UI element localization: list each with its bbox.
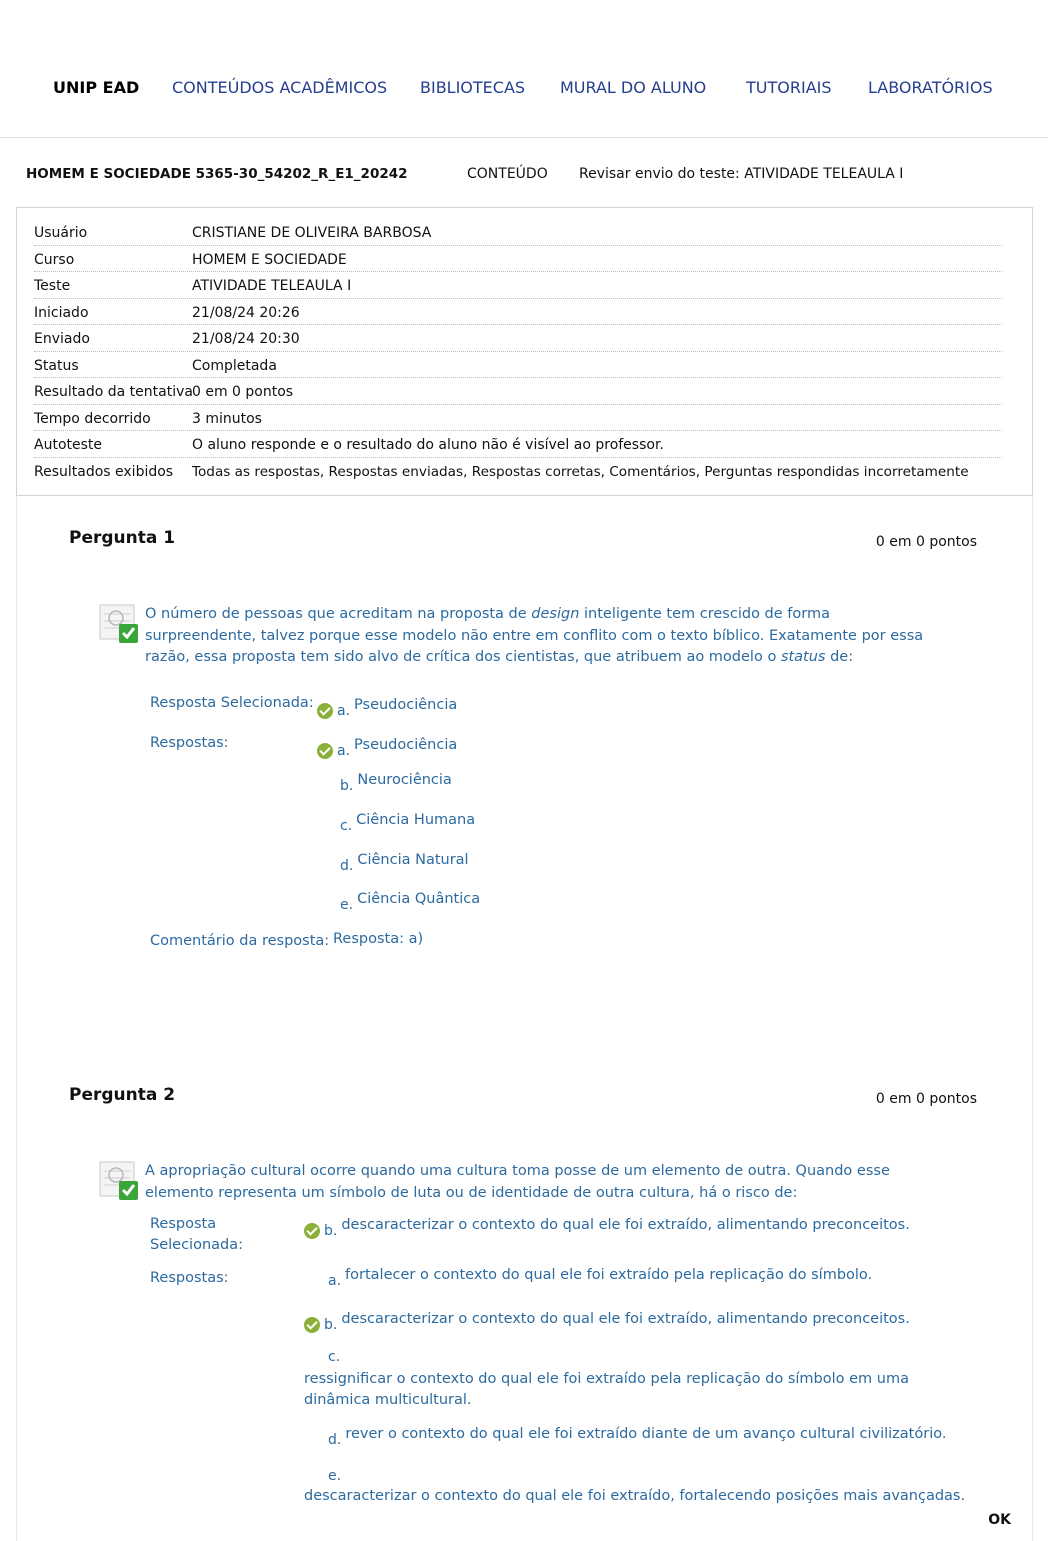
info-row (34, 405, 1002, 432)
answer-letter: a. (337, 743, 351, 759)
info-row (34, 246, 1002, 273)
question-text: A apropriação cultural ocorre quando uma cultura toma posse de um elemento de outra. Quando esse elemento representa um símbolo de luta ou de identidade de outra cultura, há o risco de: (145, 1163, 890, 1201)
answer-option (328, 1426, 947, 1448)
check-icon (317, 703, 333, 719)
question-points: 0 em 0 pontos (875, 1091, 977, 1107)
comment-label: Comentário da resposta: (150, 933, 330, 949)
info-row (34, 299, 1002, 326)
info-value: 3 minutos (192, 410, 262, 427)
answer-option (317, 733, 458, 759)
question-1 (16, 496, 1033, 1056)
question-text-part: O número de pessoas que acreditam na proposta de (145, 606, 532, 622)
selected-answer (304, 1213, 910, 1239)
info-value: 21/08/24 20:30 (192, 331, 300, 347)
answer-letter: c. (340, 818, 353, 834)
nav-bibliotecas[interactable]: BIBLIOTECAS (420, 78, 526, 97)
answer-text: Ciência Quântica (357, 891, 481, 907)
selected-answer-label: Resposta Selecionada: (150, 695, 314, 711)
answer-letter: a. (328, 1273, 342, 1289)
answer-text: descaracterizar o contexto do qual ele foi extraído, alimentando preconceitos. (341, 1217, 910, 1233)
check-icon (304, 1317, 320, 1333)
breadcrumb-section[interactable]: CONTEÚDO (467, 166, 548, 182)
question-title: Pergunta 2 (69, 1085, 176, 1105)
answer-letter: c. (328, 1349, 341, 1365)
answer-option (340, 852, 469, 874)
answer-text: Pseudociência (354, 737, 458, 753)
answer-letter: b. (340, 778, 354, 794)
nav-laboratorios[interactable]: LABORATÓRIOS (868, 78, 993, 97)
attempt-info-table (16, 207, 1033, 496)
nav-conteudos-academicos[interactable]: CONTEÚDOS ACADÊMICOS (172, 78, 388, 97)
answer-option (304, 1307, 910, 1333)
question-2 (16, 1056, 1033, 1541)
top-navigation (0, 0, 1048, 138)
comment-text: Resposta: a) (333, 931, 424, 947)
info-row (34, 378, 1002, 405)
info-key: Resultados exibidos (34, 463, 174, 480)
nav-tutoriais[interactable]: TUTORIAIS (746, 78, 832, 97)
check-icon (317, 743, 333, 759)
info-key: Iniciado (34, 304, 89, 321)
answer-text: Ciência Natural (357, 852, 469, 868)
answer-text: Ciência Humana (356, 812, 476, 828)
info-key: Enviado (34, 331, 90, 347)
answer-option: ressignificar o contexto do qual ele foi extraído pela replicação do símbolo em uma dinâmica multicultural. (304, 1371, 909, 1408)
nav-mural-do-aluno[interactable]: MURAL DO ALUNO (560, 78, 707, 97)
info-row (34, 272, 1002, 299)
answer-option: descaracterizar o contexto do qual ele foi extraído, fortalecendo posições mais avançadas. (304, 1488, 966, 1504)
info-row (34, 458, 1002, 485)
answers-label: Respostas: (150, 1270, 229, 1286)
answer-option (340, 772, 452, 794)
info-row (34, 352, 1002, 379)
check-icon (304, 1223, 320, 1239)
info-key: Curso (34, 251, 75, 268)
info-row (34, 325, 1002, 352)
answer-letter: a. (337, 703, 351, 719)
answer-option (340, 891, 481, 913)
answer-letter: e. (340, 897, 354, 913)
info-value: 0 em 0 pontos (192, 384, 294, 400)
answer-letter: b. (324, 1223, 338, 1239)
answer-text: fortalecer o contexto do qual ele foi extraído pela replicação do símbolo. (345, 1267, 873, 1283)
breadcrumb-course[interactable]: HOMEM E SOCIEDADE 5365-30_54202_R_E1_20242 (26, 166, 408, 182)
question-text-emphasis: design (531, 606, 580, 622)
info-key: Tempo decorrido (34, 410, 151, 427)
answer-letter: b. (324, 1317, 338, 1333)
answer-letter: d. (340, 858, 354, 874)
info-value: CRISTIANE DE OLIVEIRA BARBOSA (192, 225, 432, 241)
answer-letter: d. (328, 1432, 342, 1448)
question-text-part: inteligente tem crescido de forma surpreendente, talvez porque esse modelo não entre em conflito com o texto bíblico. Exatamente por essa razão, essa proposta tem sido alvo de crítica dos cientistas, que atribuem ao modelo o (145, 606, 924, 665)
selected-answer-label: Resposta Selecionada: (150, 1216, 243, 1253)
answer-option (340, 812, 476, 834)
answer-letter: e. (328, 1468, 342, 1484)
info-value: O aluno responde e o resultado do aluno não é visível ao professor. (192, 437, 664, 453)
question-text-part: de: (825, 649, 854, 665)
answer-option (328, 1267, 873, 1289)
ok-button[interactable]: OK (988, 1512, 1011, 1528)
answer-text: Neurociência (357, 772, 452, 788)
correct-answer-icon (99, 1161, 141, 1201)
info-row (34, 219, 1002, 246)
question-text-emphasis: status (780, 649, 826, 665)
info-value: 21/08/24 20:26 (192, 304, 300, 321)
info-value: Todas as respostas, Respostas enviadas, Respostas corretas, Comentários, Perguntas respondidas incorretamente (192, 463, 969, 480)
answer-text: rever o contexto do qual ele foi extraído diante de um avanço cultural civilizatório. (345, 1426, 947, 1442)
info-key: Status (34, 357, 79, 374)
answer-text: Pseudociência (354, 697, 458, 713)
question-title: Pergunta 1 (69, 528, 176, 548)
answer-text: descaracterizar o contexto do qual ele foi extraído, alimentando preconceitos. (341, 1311, 910, 1327)
breadcrumb-page: Revisar envio do teste: ATIVIDADE TELEAULA I (579, 166, 904, 182)
info-value: Completada (192, 357, 277, 374)
answers-label: Respostas: (150, 735, 229, 751)
question-text (145, 604, 945, 669)
selected-answer (317, 693, 458, 719)
info-key: Autoteste (34, 437, 103, 453)
info-row (34, 431, 1002, 458)
info-value: HOMEM E SOCIEDADE (192, 251, 347, 268)
breadcrumb (0, 166, 1048, 188)
question-points: 0 em 0 pontos (875, 534, 977, 550)
info-value: ATIVIDADE TELEAULA I (192, 278, 352, 294)
info-key: Usuário (34, 225, 88, 241)
nav-brand[interactable]: UNIP EAD (53, 78, 140, 97)
info-key: Teste (34, 278, 71, 294)
correct-answer-icon (99, 604, 141, 644)
info-key: Resultado da tentativa (34, 384, 193, 400)
